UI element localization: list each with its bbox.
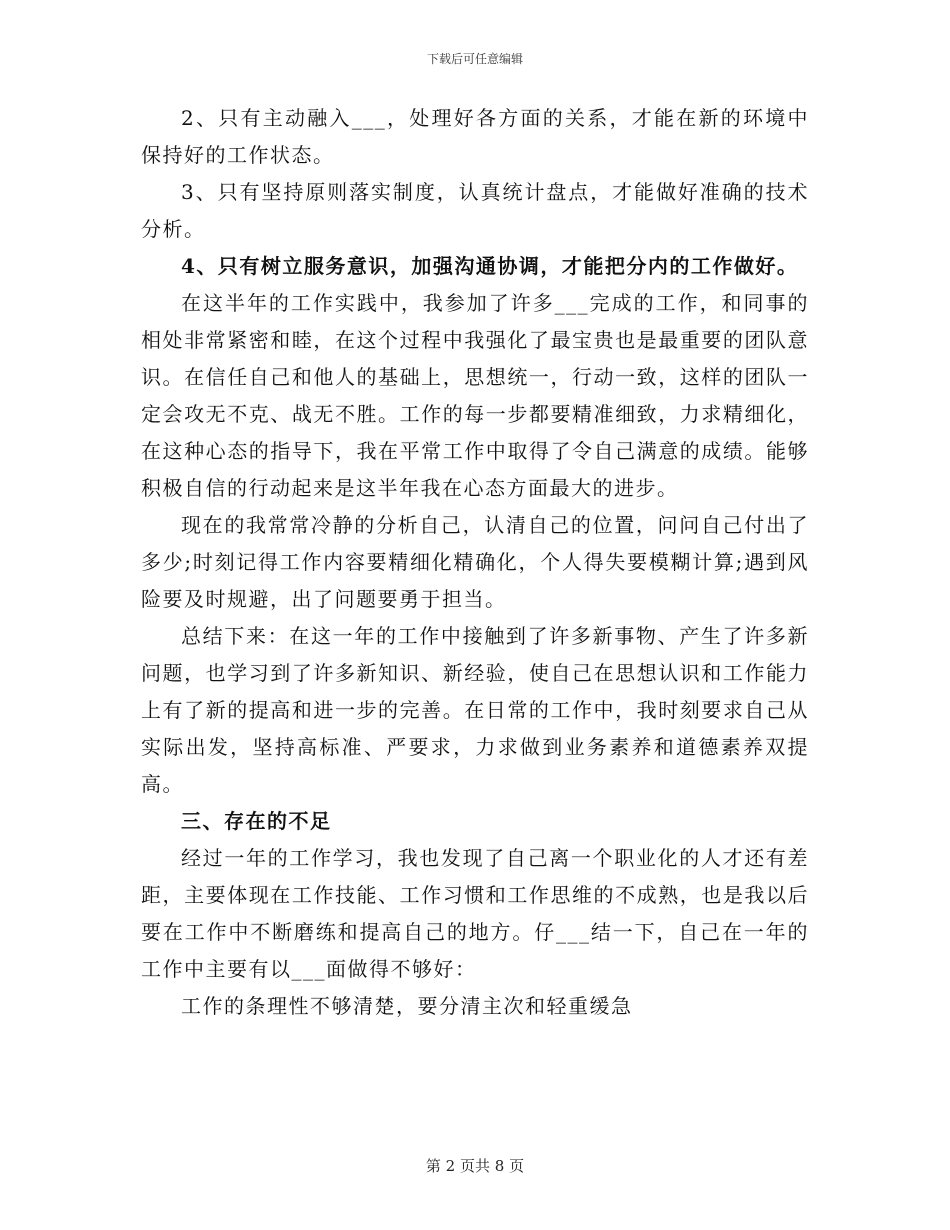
paragraph-point-2: 2、只有主动融入___，处理好各方面的关系，才能在新的环境中保持好的工作状态。 <box>141 106 809 167</box>
paragraph-organization: 工作的条理性不够清楚，要分清主次和轻重缓急 <box>181 994 633 1018</box>
paragraph-point-4: 4、只有树立服务意识，加强沟通协调，才能把分内的工作做好。 <box>181 254 799 278</box>
paragraph-self-analysis: 现在的我常常冷静的分析自己，认清自己的位置，问问自己付出了多少;时刻记得工作内容要精细化精确化，个人得失要模糊计算;遇到风险要及时规避，出了问题要勇于担当。 <box>141 513 809 611</box>
page-header: 下载后可任意编辑 <box>426 52 523 66</box>
document-body <box>141 100 809 1025</box>
page-number: 第 2 页共 8 页 <box>425 1157 525 1175</box>
paragraph-teamwork: 在这半年的工作实践中，我参加了许多___完成的工作，和同事的相处非常紧密和睦，在这个过程中我强化了最宝贵也是最重要的团队意识。在信任自己和他人的基础上，思想统一，行动一致，这样的团队一定会攻无不克、战无不胜。工作的每一步都要精准细致，力求精细化，在这种心态的指导下，我在平常工作中取得了令自己满意的成绩。能够积极自信的行动起来是这半年我在心态方面最大的进步。 <box>141 291 809 500</box>
paragraph-summary: 总结下来：在这一年的工作中接触到了许多新事物、产生了许多新问题，也学习到了许多新知识、新经验，使自己在思想认识和工作能力上有了新的提高和进一步的完善。在日常的工作中，我时刻要求自己从实际出发，坚持高标准、严要求，力求做到业务素养和道德素养双提高。 <box>141 624 809 796</box>
paragraph-shortcomings: 经过一年的工作学习，我也发现了自己离一个职业化的人才还有差距，主要体现在工作技能、工作习惯和工作思维的不成熟，也是我以后要在工作中不断磨练和提高自己的地方。仔___结一下，自己在一年的工作中主要有以___面做得不够好： <box>141 846 809 981</box>
paragraph-point-3: 3、只有坚持原则落实制度，认真统计盘点，才能做好准确的技术分析。 <box>141 180 809 241</box>
section-heading-shortcomings: 三、存在的不足 <box>181 809 332 833</box>
